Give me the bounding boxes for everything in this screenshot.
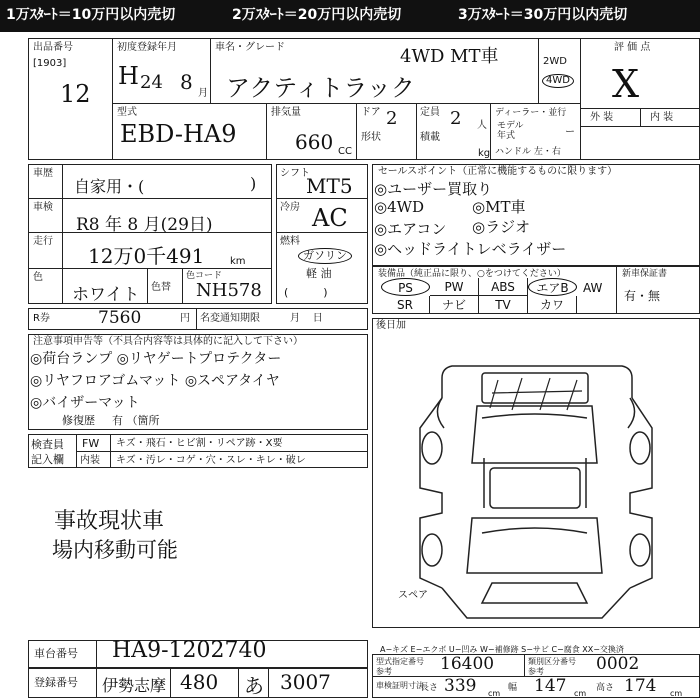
auction-sheet: 1万ｽﾀｰﾄ＝10万円以内売切 2万ｽﾀｰﾄ＝20万円以内売切 3万ｽﾀｰﾄ＝30万円以内売切 出品番号 [1903] 12 初度登録年月 H 24 8 月 車名・グレード 4WD MT車 アクティトラック 2WD 4WD 評 価 点 X 外 装 内 装 型式 EBD-HA9 排気量 660 CC ドア 2 定員 2 人 形状 積載 kg ディーラー・並行 モデル 年式 ー ハンドル 左・右 車歴 自家用・( ) 車検 R8 年 8 月(29日) 走行 12万0千491 km 色 ホワイト 色替 色コード NH578 シフト MT5 冷房 AC 燃料 ガソリン 軽 油 ( ) セールスポイント（正常に機能するものに限ります） ◎ユーザー買取り ◎4WD ◎MT車 ◎エアコン ◎ラジオ ◎ヘッドライトレベライザー 装備品（純正品に限り、○をつけてください） 新車保証書 有・無 PS PW ABS エアB SR ナビ TV カワ AW R券 7560 円 名変通知期限 月 日 注意事項申告等（不具合内容等は具体的に記入して下さい） ◎荷台ランプ ◎リヤゲートプロテクター ◎リヤフロアゴムマット ◎スペアタイヤ ◎バイザーマット 修復歴 有 （箇所 検査員 記入欄 FW キズ・飛石・ヒビ割・リペア跡・X要 内装 キズ・汚レ・コゲ・穴・スレ・キレ・破レ 事故現状車 場内移動可能 後日加 スペア A−キズ E−エクボ U−凹み W−補修跡 S−サビ C−腐食 XX−交換済 車台番号 HA9-1202740 登録番号 伊勢志摩 480 あ 3007 型式指定番号 参考 16400 類別区分番号 参考 0002 車検証明寸法 長さ 339 cm 幅 147 cm 高さ 174 cm xyxy=(0,0,700,700)
selling-point-5: ◎ラジオ xyxy=(472,218,531,236)
equip-tv: TV xyxy=(479,296,528,314)
banner-start2: 2万ｽﾀｰﾄ＝20万円以内売切 xyxy=(232,7,402,23)
chassis-value: HA9-1202740 xyxy=(112,638,267,663)
after-sale-label: 後日加 xyxy=(376,320,406,331)
drive-2wd: 2WD xyxy=(543,56,567,67)
auto-notice-value: 月 日 xyxy=(290,313,323,324)
inspection-value: R8 年 8 月(29日) xyxy=(76,215,213,235)
recycle-unit: 円 xyxy=(180,313,190,324)
equip-aw: AW xyxy=(583,281,603,295)
width-value: 147 xyxy=(534,676,567,696)
fuel-paren: ( ) xyxy=(284,286,328,299)
model-value: EBD-HA9 xyxy=(120,120,237,148)
selling-points-label: セールスポイント（正常に機能するものに限ります） xyxy=(378,166,618,177)
mileage-unit: km xyxy=(230,256,246,267)
registration-month: 8 xyxy=(180,70,193,94)
lot-number: 12 xyxy=(60,80,91,108)
vehicle-diagram xyxy=(372,318,700,628)
new-car-warranty-value: 有・無 xyxy=(624,289,661,303)
chassis-label: 車台番号 xyxy=(34,647,78,660)
color-code-label: 色コード xyxy=(186,271,223,281)
mileage-value: 12万0千491 xyxy=(88,244,205,268)
equip-navi: ナビ xyxy=(430,296,479,314)
spare-label: スペア xyxy=(398,590,428,601)
cert-label: 車検証明寸法 xyxy=(376,681,424,690)
displacement-value: 660 xyxy=(295,130,334,154)
width-unit: cm xyxy=(574,689,587,698)
auto-notice-label: 名変通知期限 xyxy=(200,313,260,324)
handle-label: ハンドル 左・右 xyxy=(495,147,561,157)
registration-label: 初度登録年月 xyxy=(117,42,177,53)
plate-class: 480 xyxy=(180,670,219,694)
shift-label: シフト xyxy=(280,168,310,179)
dealer-label: ディーラー・並行 xyxy=(495,108,567,118)
color-label: 色 xyxy=(33,272,43,283)
capacity-label: 定員 xyxy=(420,107,440,118)
notes-label: 注意事項申告等（不具合内容等は具体的に記入して下さい） xyxy=(33,336,303,347)
capacity-value: 2 xyxy=(450,108,462,129)
inspection-label: 車検 xyxy=(33,202,53,213)
aircon-label: 冷房 xyxy=(280,202,300,213)
equip-sr: SR xyxy=(381,296,430,314)
registration-month-unit: 月 xyxy=(198,88,208,99)
equip-ps: PS xyxy=(381,278,430,296)
evaluation-score: X xyxy=(612,62,640,106)
repair-label: 修復歴 xyxy=(62,414,95,427)
category-value: 0002 xyxy=(596,654,640,674)
plate-number: 3007 xyxy=(280,670,331,694)
evaluation-interior: 内 装 xyxy=(650,112,674,123)
inspector-fw-label: FW xyxy=(82,437,100,450)
color-code: NH578 xyxy=(196,280,262,301)
remark-line-2: 場内移動可能 xyxy=(52,538,178,562)
color-interior-label: 色替 xyxy=(151,282,171,293)
recycle-label: R券 xyxy=(33,313,50,324)
history-label: 車歴 xyxy=(33,168,53,179)
banner xyxy=(0,0,700,32)
shift-value: MT5 xyxy=(306,174,353,198)
history-close: ) xyxy=(250,174,257,193)
selling-point-2: ◎4WD xyxy=(374,198,425,216)
inspector-interior-label: 内装 xyxy=(80,455,100,466)
car-name: アクティトラック xyxy=(226,74,415,102)
length-label: 長さ xyxy=(420,683,439,693)
category-label: 類別区分番号 xyxy=(528,657,576,666)
selling-point-1: ◎ユーザー買取り xyxy=(374,180,493,198)
aircon-value: AC xyxy=(312,204,348,232)
evaluation-exterior: 外 装 xyxy=(590,112,614,123)
damage-legend: A−キズ E−エクボ U−凹み W−補修跡 S−サビ C−腐食 XX−交換済 xyxy=(380,645,624,654)
lot-label: 出品番号 xyxy=(33,42,73,53)
selling-point-4: ◎エアコン xyxy=(374,220,447,238)
inspector-interior-items: キズ・汚レ・コゲ・穴・スレ・キレ・破レ xyxy=(116,455,306,466)
mileage-label: 走行 xyxy=(33,236,53,247)
equip-abs: ABS xyxy=(479,278,528,296)
note-line-3: ◎バイザーマット xyxy=(30,395,140,411)
height-value: 174 xyxy=(624,676,657,696)
equipment-label: 装備品（純正品に限り、○をつけてください） xyxy=(378,269,566,279)
remark-line-1: 事故現状車 xyxy=(54,509,165,534)
new-car-warranty-label: 新車保証書 xyxy=(622,269,668,279)
load-label: 積載 xyxy=(420,132,440,143)
selling-point-3: ◎MT車 xyxy=(472,198,526,216)
repair-value: 有 （箇所 xyxy=(112,414,160,427)
type-designation-value: 16400 xyxy=(440,654,495,674)
recycle-value: 7560 xyxy=(98,308,142,328)
history-value: 自家用・( xyxy=(74,177,145,196)
equip-pw: PW xyxy=(430,278,479,296)
doors-value: 2 xyxy=(386,108,398,129)
equipment-grid xyxy=(381,278,578,314)
shape-label: 形状 xyxy=(361,132,381,143)
equip-airbag: エアB xyxy=(528,278,577,296)
width-label: 幅 xyxy=(508,683,518,693)
plate-area: 伊勢志摩 xyxy=(102,676,167,695)
model-year-label: モデル 年式 xyxy=(497,121,524,141)
ref1-label: 参考 xyxy=(376,667,392,676)
equip-leather: カワ xyxy=(528,296,577,314)
displacement-unit: CC xyxy=(338,146,352,157)
note-line-1: ◎荷台ランプ ◎リヤゲートプロテクター xyxy=(30,351,282,367)
length-value: 339 xyxy=(444,676,477,696)
note-line-2: ◎リヤフロアゴムマット ◎スペアタイヤ xyxy=(30,373,280,389)
selling-point-6: ◎ヘッドライトレベライザー xyxy=(374,240,567,258)
inspector-label: 検査員 記入欄 xyxy=(31,438,64,466)
color-value: ホワイト xyxy=(72,285,140,305)
car-name-label: 車名・グレード xyxy=(215,42,285,53)
model-label: 型式 xyxy=(117,107,137,118)
registration-year: 24 xyxy=(140,72,163,93)
car-grade: 4WD MT車 xyxy=(400,46,499,67)
capacity-unit: 人 xyxy=(477,120,487,131)
banner-start1: 1万ｽﾀｰﾄ＝10万円以内売切 xyxy=(6,7,176,23)
evaluation-label: 評 価 点 xyxy=(614,42,651,53)
inspector-fw-items: キズ・飛石・ヒビ割・リペア跡・X要 xyxy=(116,438,283,449)
plate-label: 登録番号 xyxy=(34,676,78,689)
type-designation-label: 型式指定番号 xyxy=(376,657,424,666)
fuel-gasoline: ガソリン xyxy=(298,248,352,264)
length-unit: cm xyxy=(488,689,501,698)
fuel-label: 燃料 xyxy=(280,236,300,247)
drive-4wd: 4WD xyxy=(542,74,574,88)
lot-code: [1903] xyxy=(33,58,67,69)
banner-start3: 3万ｽﾀｰﾄ＝30万円以内売切 xyxy=(458,7,628,23)
fuel-light-oil: 軽 油 xyxy=(306,267,332,280)
height-label: 高さ xyxy=(596,683,615,693)
displacement-label: 排気量 xyxy=(271,107,301,118)
height-unit: cm xyxy=(670,689,683,698)
load-unit: kg xyxy=(478,148,491,159)
plate-kana: あ xyxy=(244,674,264,698)
registration-era: H xyxy=(118,62,139,90)
doors-label: ドア xyxy=(361,107,381,118)
ref2-label: 参考 xyxy=(528,667,544,676)
